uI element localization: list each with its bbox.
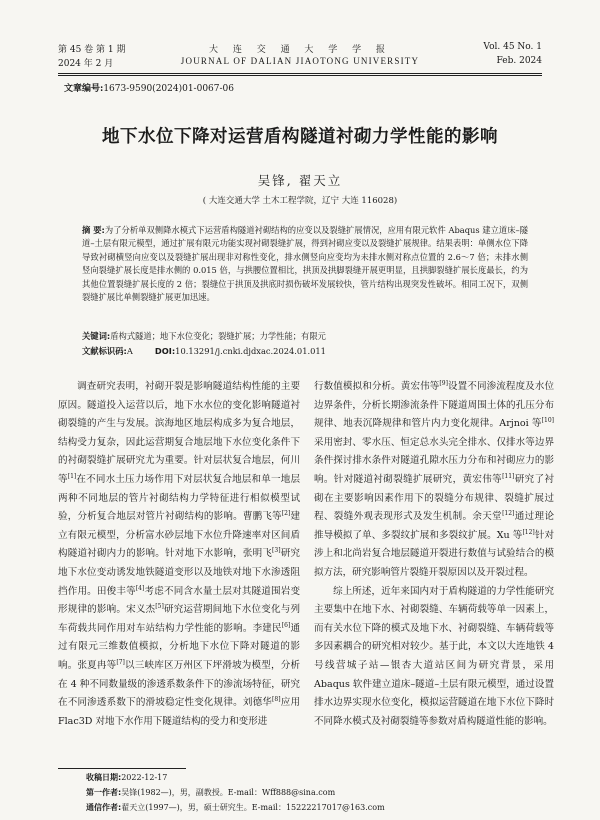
body-text: 建立有限元模型，分析富水砂层地下水位升降速率对区间盾构隧道衬砌内力的影响。针对地下水影响，张明飞: [58, 511, 301, 560]
abstract: [82, 224, 528, 304]
citation: [4]: [135, 584, 145, 592]
doc-code-label: 文献标识码:: [82, 346, 127, 356]
citation: [2]: [281, 509, 291, 517]
corresponding-info: 翟天立(1997—)，男，硕士研究生。E-mail：15222217017@163.com: [121, 803, 385, 812]
footnote-rule: [58, 768, 186, 769]
corresponding-label: 通信作者:: [86, 803, 122, 812]
footnote-received: [86, 772, 167, 783]
body-column-right: [314, 378, 554, 731]
document-code: [82, 345, 528, 357]
keywords-text: 盾构式隧道；地下水位变化；裂缝扩展；力学性能；有限元: [110, 331, 326, 341]
header-rule-top: [58, 73, 542, 74]
body-paragraph: [58, 378, 300, 731]
body-paragraph: 综上所述，近年来国内对于盾构隧道的力学性能研究主要集中在地下水、衬砌裂缝、车辆荷载等单一因素上，而有关水位下降的模式及地下水、衬砌裂缝、车辆荷载等多因素耦合的研究相对较少。基于此，本文以大连地铁 4 号线营城子站—银杏大道站区间为研究背景，采用 Abaqus 软件建立道床–隧道–土层有限元模型，通过设置排水边界实现水位变化，模拟运营隧道在地下水位下降时不同降水模式及衬砌裂缝等参数对盾构隧道性能的影响。: [314, 585, 554, 727]
header-journal-cn: 大 连 交 通 大 学 学 报: [208, 45, 392, 55]
first-author-label: 第一作者:: [86, 788, 122, 797]
body-text: 研究运营期间地下水位变化与列车荷载共同作用对车站结构力学性能的影响。李建民: [58, 604, 301, 634]
paper-title: 地下水位下降对运营盾构隧道衬砌力学性能的影响: [102, 127, 498, 147]
header-volume: 第 45 卷 第 1 期: [58, 45, 126, 55]
header-journal-en: JOURNAL OF DALIAN JIAOTONG UNIVERSITY: [180, 56, 420, 66]
body-text: 研究了衬砌在主要影响因素作用下的裂缝分布规律、裂缝扩展过程、裂缝外观表现形式及发生机制。余天堂: [314, 473, 555, 523]
keywords: [82, 330, 528, 342]
header-volume-en: Vol. 45 No. 1: [483, 42, 542, 52]
article-number: [64, 81, 234, 94]
citation: [7]: [116, 658, 125, 666]
keywords-label: 关键词:: [82, 331, 111, 341]
body-text: 设置不同渗流程度及水位边界条件，分析长期渗流条件下隧道周围土体的孔压分布规律、地表沉降规律和管片内力变化规律。Arjnoi 等: [314, 381, 555, 430]
received-date: 2022-12-17: [121, 773, 168, 782]
abstract-label: 摘 要:: [82, 225, 105, 235]
citation: [11]: [502, 472, 515, 480]
body-paragraph: [314, 378, 554, 583]
body-text: 考虑不同含水量土层对其隧道围岩变形规律的影响。宋义杰: [58, 585, 301, 616]
citation: [8]: [272, 695, 281, 703]
header-date-en: Feb. 2024: [496, 56, 542, 66]
citation: [5]: [155, 602, 164, 610]
body-text: 采用密封、零水压、恒定总水头完全排水、仅排水等边界条件探讨排水条件对隧道孔隙水压力分布和衬砌应力的影响。针对隧道衬砌裂缝扩展研究，黄宏伟等: [314, 436, 554, 485]
body-text: 通过理论推导模拟了单、多裂纹扩展和多裂纹扩展。Xu 等: [314, 511, 555, 541]
doi-label: DOI:: [154, 346, 176, 356]
body-text: 通过有限元三维数值模拟，分析地下水位下降对隧道的影响。张夏冉等: [58, 622, 301, 671]
citation: [3]: [272, 547, 281, 555]
body-text: 以三峡库区万州区下坪滑坡为模型，分析在 4 种不同数量级的渗透系数条件下的渗流场特征，研究在不同渗透系数下的滑坡稳定性变化规律。刘德华: [58, 659, 300, 709]
footnote-first-author: [86, 787, 335, 798]
body-text: 应用 Flac3D 对地下水作用下隧道结构的受力和变形进: [58, 697, 301, 727]
citation: [12]: [502, 509, 515, 517]
citation: [10]: [541, 417, 554, 425]
body-text: 研究地下水位变动诱发地铁隧道变形以及地铁对地下水渗透阻挡作用。田俊丰等: [58, 548, 301, 597]
footnote-corresponding: [86, 802, 385, 813]
citation: [9]: [439, 379, 448, 387]
first-author-info: 吴锋(1982—)，男，副教授。E-mail：Wff888@sina.com: [121, 788, 336, 797]
citation: [12]: [522, 528, 535, 536]
body-text: 在不同水土压力场作用下对层状复合地层和单一地层两种不同地层的管片衬砌结构力学特征进行相似模型试验，分析复合地层对管片衬砌结构的影响。曹鹏飞等: [58, 473, 301, 523]
author-list: 吴锋, 翟天立: [257, 173, 343, 188]
doi-value: 10.13291/j.cnki.djdxac.2024.01.011: [175, 346, 326, 356]
running-header: [58, 40, 542, 74]
doc-code-value: A: [126, 346, 133, 356]
affiliation: ( 大连交通大学 土木工程学院，辽宁 大连 116028): [202, 196, 398, 206]
body-text: 针对涉上和北尚岩复合地层隧道开裂进行数值与试验结合的模拟方法，研究影响管片裂缝开裂原因以及开裂过程。: [314, 529, 555, 578]
body-column-left: [58, 378, 300, 731]
body-text: 行数值模拟和分析。黄宏伟等: [314, 381, 440, 392]
article-number-value: 1673-9590(2024)01-0067-06: [103, 84, 234, 94]
citation: [6]: [281, 621, 291, 629]
received-label: 收稿日期:: [86, 773, 122, 782]
header-date-cn: 2024 年 2 月: [58, 59, 114, 69]
article-number-label: 文章编号:: [64, 84, 104, 94]
citation: [1]: [67, 472, 77, 480]
body-text: 调查研究表明，衬砌开裂是影响隧道结构性能的主要原因。隧道投入运营以后，地下水水位的变化影响隧道衬砌裂缝的产生与发展。滨海地区地层构成多为复合地层，结构受力复杂，因此运营期复合地层地下水位变化条件下的衬砌裂缝扩展研究尤为重要。针对层状复合地层，何川等: [58, 381, 300, 485]
abstract-text: 为了分析单双侧降水模式下运营盾构隧道衬砌结构的应变以及裂缝扩展情况，应用有限元软件 Abaqus 建立道床–隧道–土层有限元模型，通过扩展有限元功能实现衬砌裂缝扩展，得到衬砌应变以及裂缝扩展规律。结果表明：单侧水位下降导致衬砌横竖向应变以及裂缝扩展出现非对称性变化，排水侧竖向应变均为未排水侧对称点位置的 2.6～7 倍；未排水侧竖向裂缝扩展长度是排水侧的 0.015 倍，与拱腰位置相比，拱顶及拱脚裂缝开展更明显，且拱脚裂缝扩展长度最长，约为其他位置裂缝扩展长度的 2 倍；裂缝位于拱顶及拱底时损伤破坏发展较快，管片结构出现突发性破坏。相同工况下，双侧裂缝扩展比单侧裂缝扩展更加迅速。: [82, 225, 528, 303]
header-rule-bottom: [58, 75, 542, 76]
